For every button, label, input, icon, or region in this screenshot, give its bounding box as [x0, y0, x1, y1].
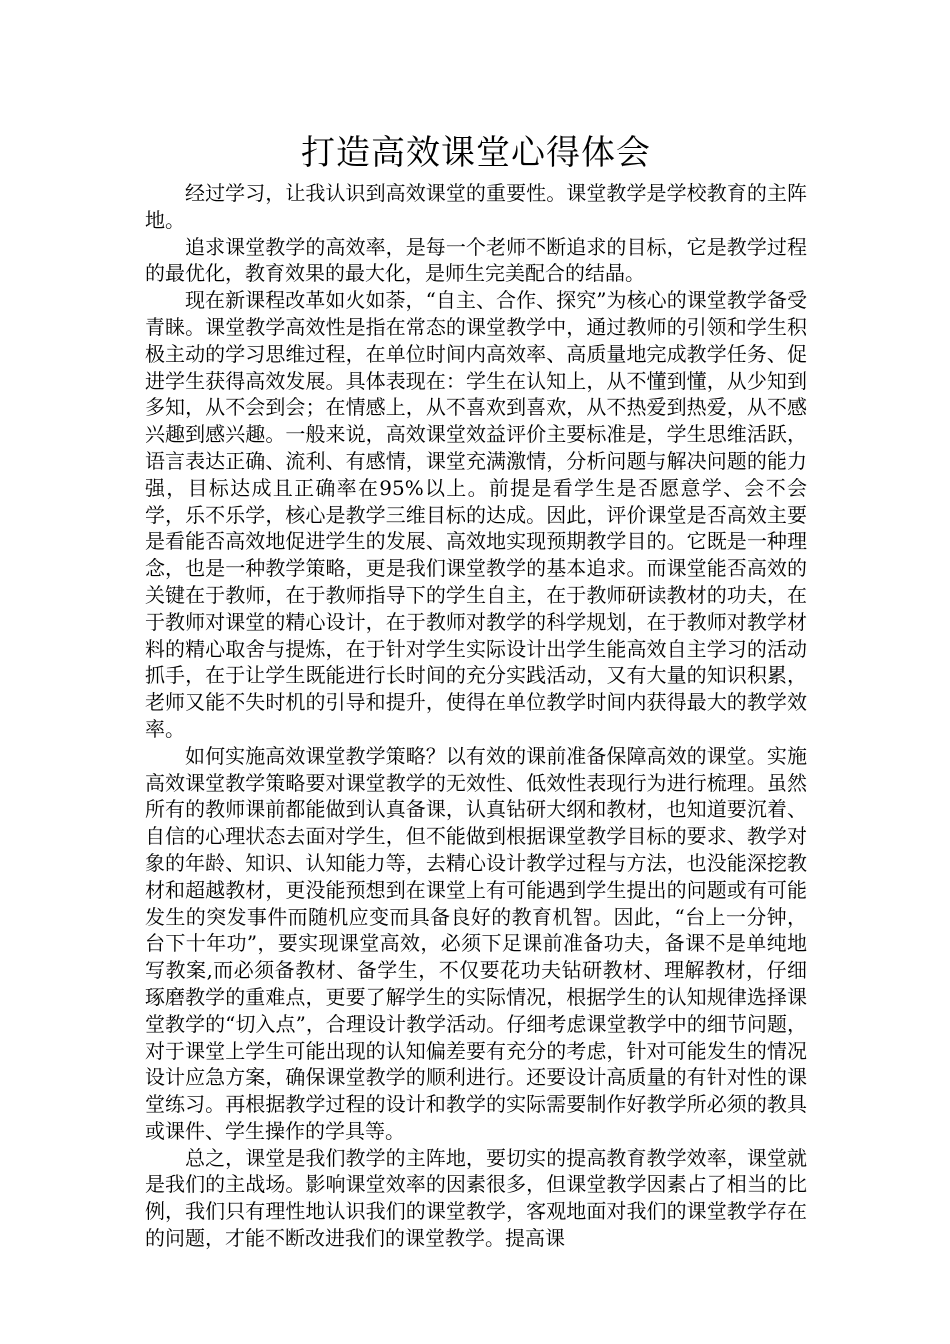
paragraph-conclusion: 总之，课堂是我们教学的主阵地，要切实的提高教育教学效率，课堂就是我们的主战场。影响课堂效率的因素很多，但课堂教学因素占了相当的比例，我们只有理性地认识我们的课堂教学，客观地面对我们的课堂教学存在的问题，才能不断改进我们的课堂教学。提高课: [145, 1145, 807, 1251]
paragraph-efficiency-goal: 追求课堂教学的高效率，是每一个老师不断追求的目标，它是教学过程的最优化，教育效果的最大化，是师生完美配合的结晶。: [145, 234, 807, 286]
paragraph-curriculum-reform: 现在新课程改革如火如荼，“自主、合作、探究”为核心的课堂教学备受青睐。课堂教学高效性是指在常态的课堂教学中，通过教师的引领和学生积极主动的学习思维过程，在单位时间内高效率、高质量地完成教学任务、促进学生获得高效发展。具体表现在：学生在认知上，从不懂到懂，从少知到多知，从不会到会；在情感上，从不喜欢到喜欢，从不热爱到热爱，从不感兴趣到感兴趣。一般来说，高效课堂效益评价主要标准是，学生思维活跃，语言表达正确、流利、有感情，课堂充满激情，分析问题与解决问题的能力强，目标达成且正确率在95%以上。前提是看学生是否愿意学、会不会学，乐不乐学，核心是教学三维目标的达成。因此，评价课堂是否高效主要是看能否高效地促进学生的发展、高效地实现预期教学目的。它既是一种理念，也是一种教学策略，更是我们课堂教学的基本追求。而课堂能否高效的关键在于教师，在于教师指导下的学生自主，在于教师研读教材的功夫，在于教师对课堂的精心设计，在于教师对教学的科学规划，在于教师对教学材料的精心取舍与提炼，在于针对学生实际设计出学生能高效自主学习的活动抓手，在于让学生既能进行长时间的充分实践活动，又有大量的知识积累，老师又能不失时机的引导和提升，使得在单位教学时间内获得最大的教学效率。: [145, 288, 807, 741]
document-page: [145, 126, 807, 1252]
document-title: 打造高效课堂心得体会: [301, 133, 651, 173]
paragraph-teaching-strategy: 如何实施高效课堂教学策略？以有效的课前准备保障高效的课堂。实施高效课堂教学策略要对课堂教学的无效性、低效性表现行为进行梳理。虽然所有的教师课前都能做到认真备课，认真钻研大纲和教材，也知道要沉着、自信的心理状态去面对学生，但不能做到根据课堂教学目标的要求、教学对象的年龄、知识、认知能力等，去精心设计教学过程与方法，也没能深挖教材和超越教材，更没能预想到在课堂上有可能遇到学生提出的问题或有可能发生的突发事件而随机应变而具备良好的教育机智。因此，“台上一分钟，台下十年功”，要实现课堂高效，必须下足课前准备功夫，备课不是单纯地写教案,而必须备教材、备学生，不仅要花功夫钻研教材、理解教材，仔细琢磨教学的重难点，更要了解学生的实际情况，根据学生的认知规律选择课堂教学的“切入点”，合理设计教学活动。仔细考虑课堂教学中的细节问题，对于课堂上学生可能出现的认知偏差要有充分的考虑，针对可能发生的情况设计应急方案，确保课堂教学的顺利进行。还要设计高质量的有针对性的课堂练习。再根据教学过程的设计和教学的实际需要制作好教学所必须的教具或课件、学生操作的学具等。: [145, 743, 807, 1143]
paragraph-intro: 经过学习，让我认识到高效课堂的重要性。课堂教学是学校教育的主阵地。: [145, 181, 807, 232]
